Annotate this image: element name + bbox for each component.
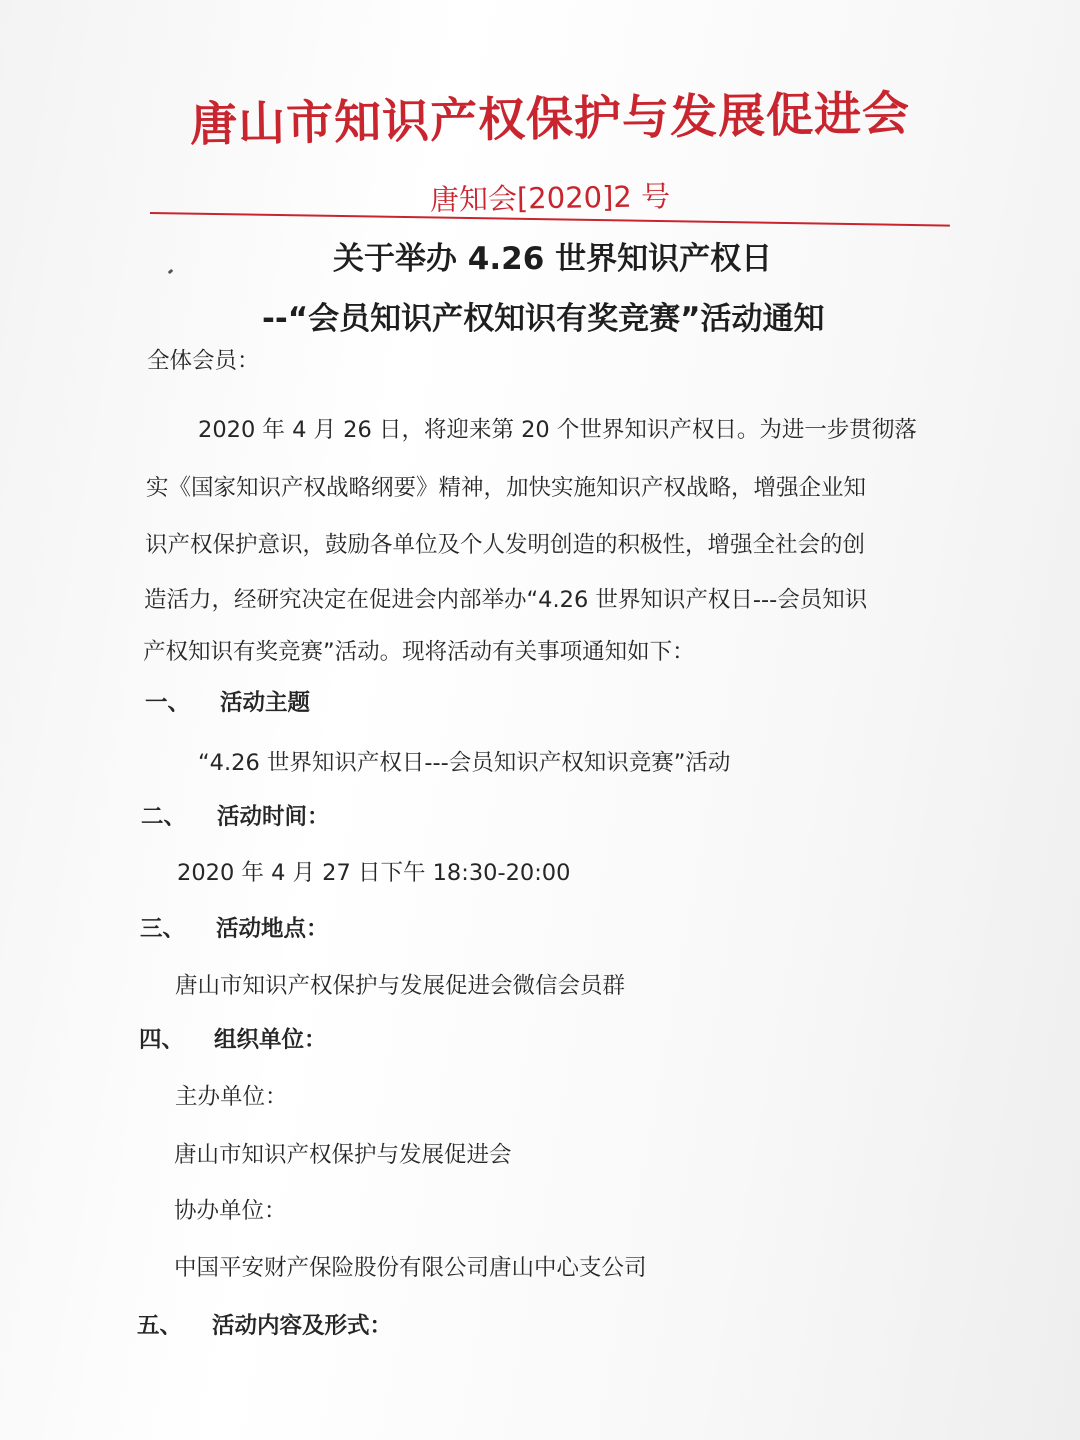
intro-line-2: 实《国家知识产权战略纲要》精神，加快实施知识产权战略，增强企业知	[146, 475, 867, 501]
title-line-2: --“会员知识产权知识有奖竞赛”活动通知	[262, 301, 825, 337]
section-2-text: 2020 年 4 月 27 日下午 18:30-20:00	[177, 860, 571, 886]
section-5-number: 五、	[137, 1313, 183, 1339]
section-4-number: 四、	[139, 1027, 185, 1053]
section-4-co-organizer-name: 中国平安财产保险股份有限公司唐山中心支公司	[174, 1255, 647, 1281]
section-1-number: 一、	[145, 690, 191, 716]
section-2-number: 二、	[141, 804, 187, 830]
intro-line-1: 2020 年 4 月 26 日，将迎来第 20 个世界知识产权日。为进一步贯彻落	[198, 417, 917, 443]
section-1-heading: 活动主题	[220, 690, 311, 716]
intro-line-3: 识产权保护意识，鼓励各单位及个人发明创造的积极性，增强全社会的创	[145, 532, 866, 558]
ink-dot	[168, 269, 174, 275]
intro-line-4: 造活力，经研究决定在促进会内部举办“4.26 世界知识产权日---会员知识	[144, 587, 868, 613]
section-4-host-name: 唐山市知识产权保护与发展促进会	[174, 1142, 512, 1168]
section-5-heading: 活动内容及形式：	[212, 1313, 393, 1339]
section-2-heading: 活动时间：	[217, 804, 330, 830]
section-1-text: “4.26 世界知识产权日---会员知识产权知识竞赛”活动	[198, 750, 731, 776]
section-4-co-organizer-label: 协办单位：	[174, 1198, 287, 1224]
section-3-text: 唐山市知识产权保护与发展促进会微信会员群	[175, 973, 626, 999]
organization-name: 唐山市知识产权保护与发展促进会	[189, 86, 911, 153]
title-line-1: 关于举办 4.26 世界知识产权日	[333, 241, 773, 277]
intro-line-5: 产权知识有奖竞赛”活动。现将活动有关事项通知如下：	[143, 639, 695, 665]
document-number: 唐知会[2020]2 号	[429, 179, 671, 217]
section-4-heading: 组织单位：	[214, 1027, 327, 1053]
salutation: 全体会员：	[147, 348, 260, 374]
section-3-number: 三、	[140, 916, 186, 942]
section-3-heading: 活动地点：	[216, 916, 329, 942]
section-4-host-label: 主办单位：	[175, 1084, 288, 1110]
